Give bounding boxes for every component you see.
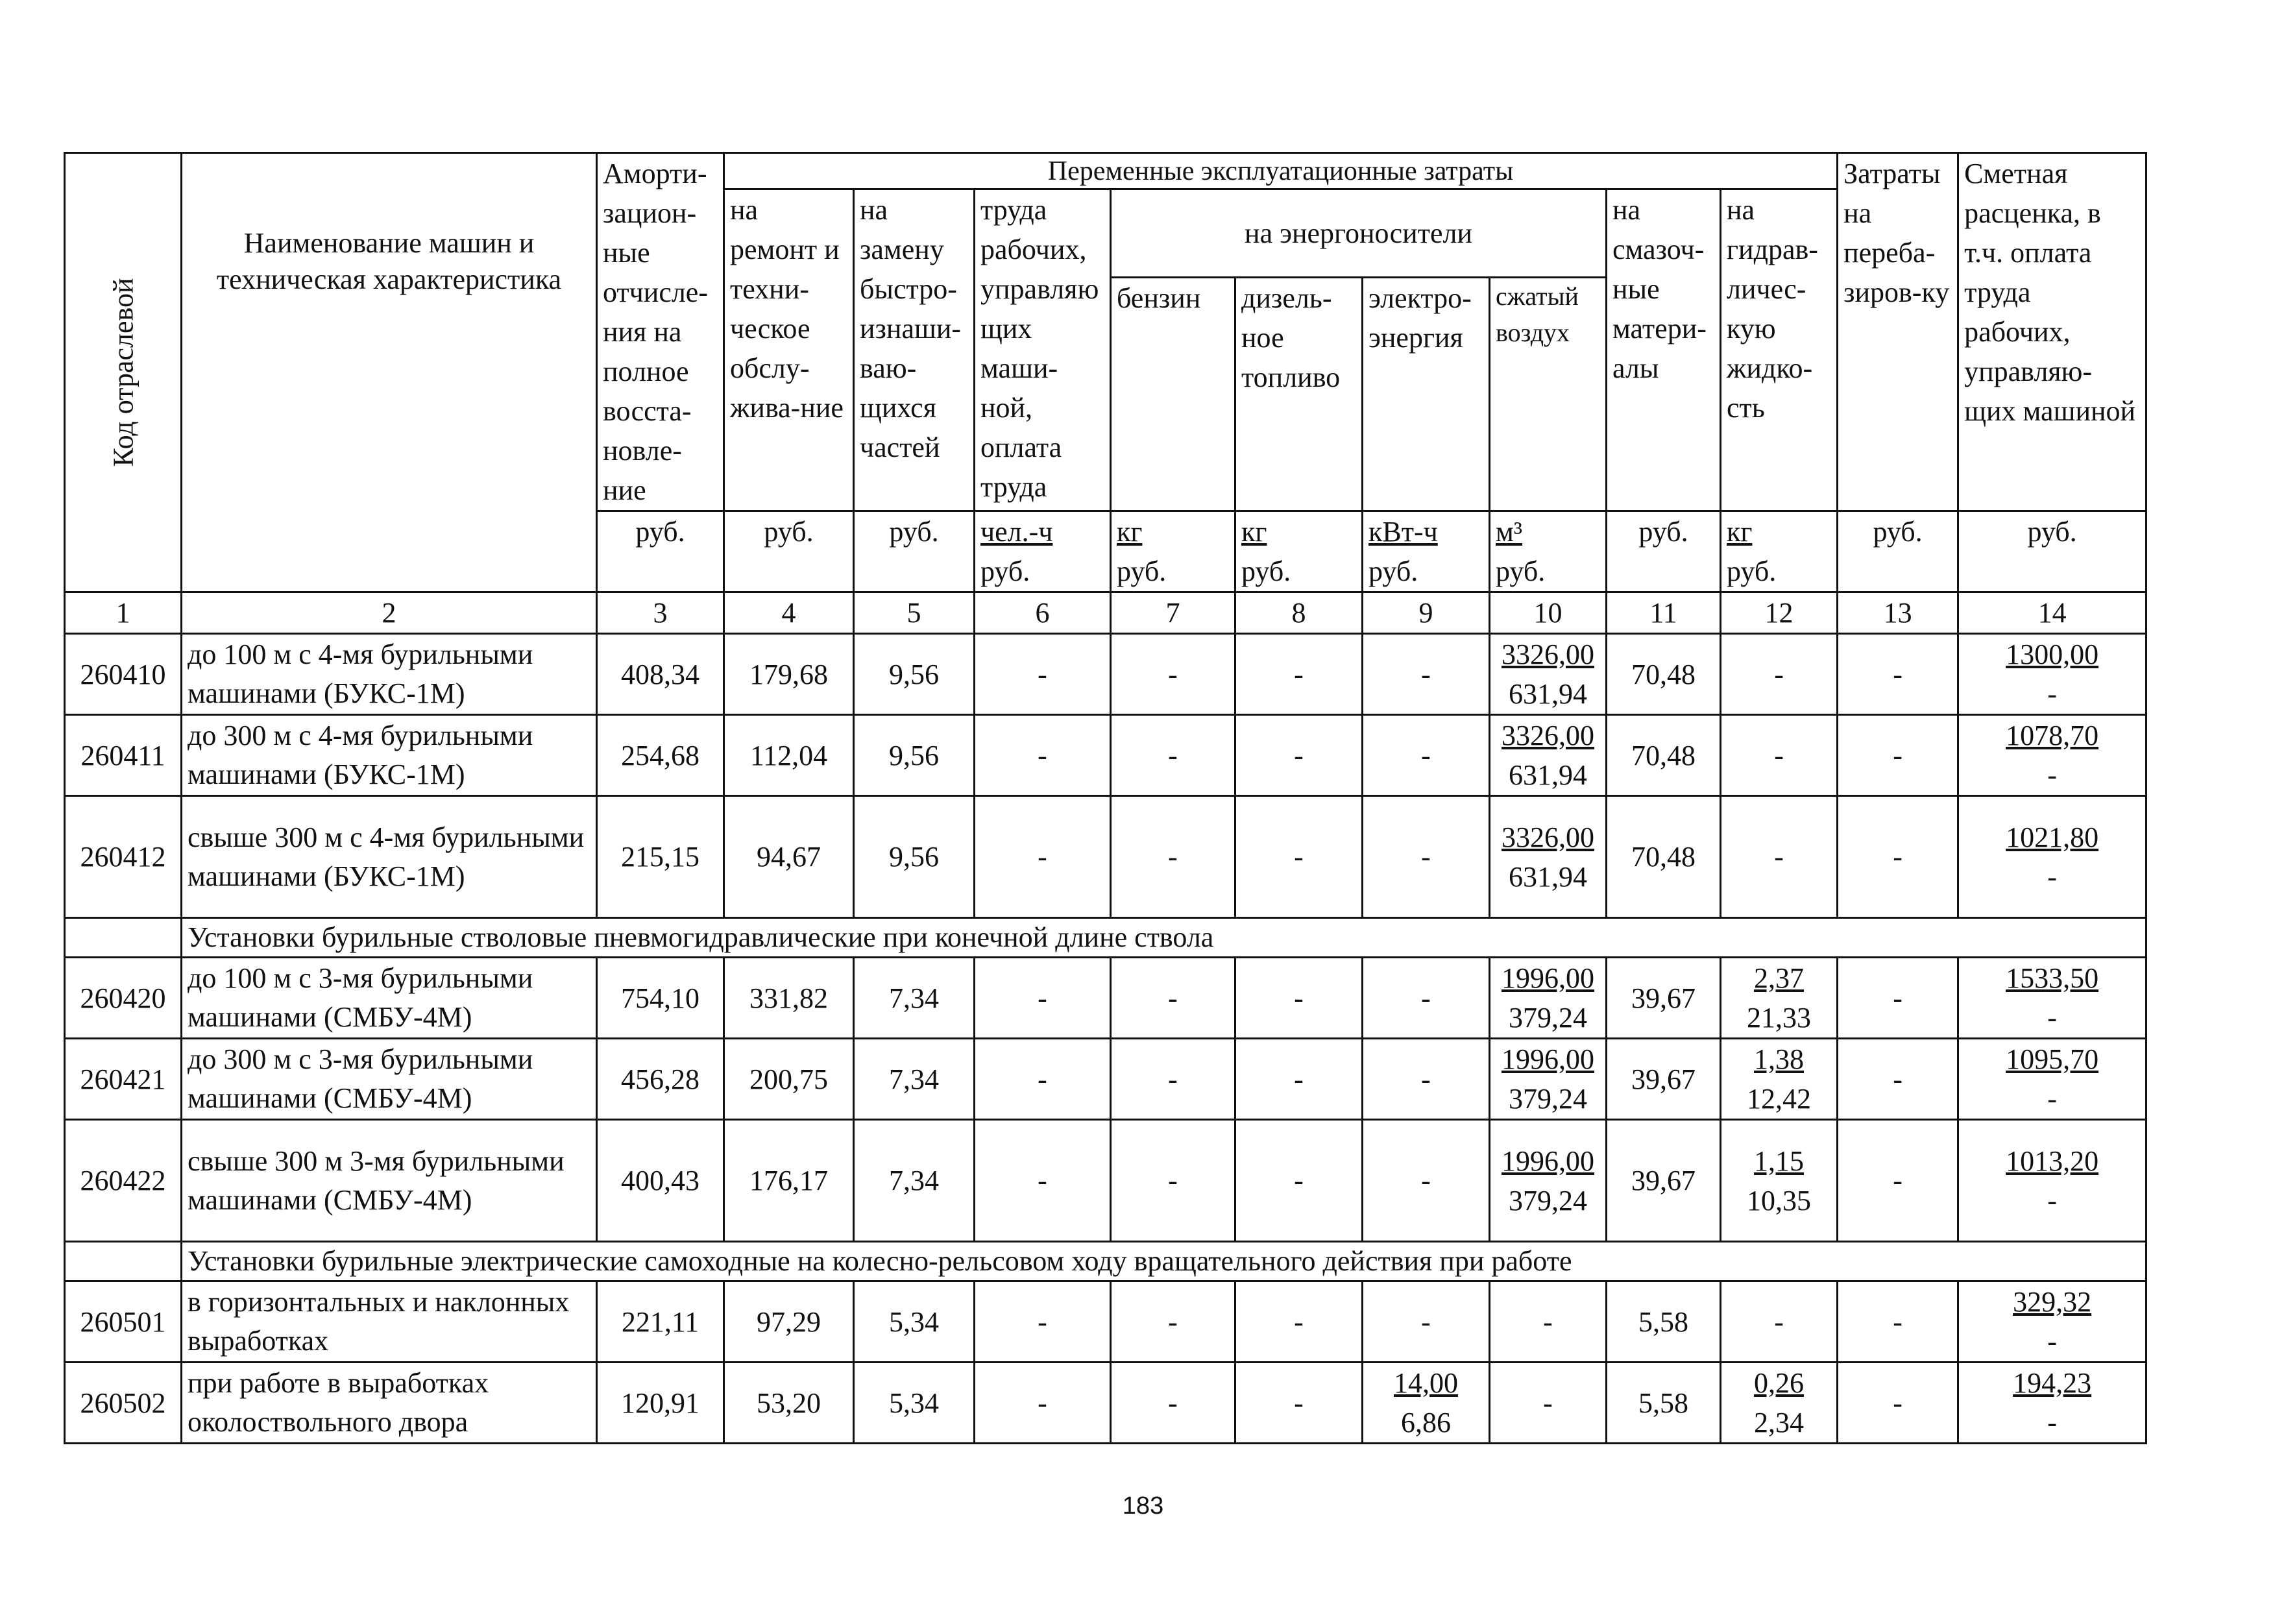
column-number: 7 (1111, 592, 1235, 634)
table-row (65, 1281, 2146, 1363)
column-number: 5 (854, 592, 975, 634)
cell-c6: - (975, 1281, 1111, 1363)
section-blank (65, 1242, 182, 1281)
cell-c4: 53,20 (724, 1363, 854, 1444)
row-name: свыше 300 м с 4-мя бурильными машинами (БУКС-1М) (182, 796, 597, 918)
row-name: свыше 300 м 3-мя бурильными машинами (СМБУ-4М) (182, 1120, 597, 1242)
cell-c13: - (1838, 1120, 1958, 1242)
cell-c12: $\frac{0,26}{2,34}$ (1721, 1363, 1838, 1444)
cell-c8: - (1235, 1363, 1363, 1444)
cell-c8: - (1235, 1281, 1363, 1363)
section-title: Установки бурильные электрические самоходные на колесно-рельсовом ходу вращательного действия при работе (182, 1242, 2146, 1281)
cell-c8: - (1235, 958, 1363, 1039)
cell-c13: - (1838, 796, 1958, 918)
cell-c3: 456,28 (597, 1039, 724, 1120)
cell-c9: - (1363, 634, 1490, 715)
cell-c7: - (1111, 634, 1235, 715)
cell-c8: - (1235, 1039, 1363, 1120)
cell-c14: 1533,50 - (1958, 958, 2146, 1039)
section-blank (65, 918, 182, 958)
unit-air: м³ руб. (1490, 511, 1607, 592)
column-number: 1 (65, 592, 182, 634)
cell-c9: - (1363, 1281, 1490, 1363)
cell-c6: - (975, 958, 1111, 1039)
column-number: 3 (597, 592, 724, 634)
cell-c7: - (1111, 958, 1235, 1039)
cell-c11: 5,58 (1607, 1281, 1721, 1363)
cell-c4: 94,67 (724, 796, 854, 918)
cell-c5: 5,34 (854, 1281, 975, 1363)
cell-c10: $\frac{3326,00}{631,94}$ (1490, 634, 1607, 715)
column-number: 12 (1721, 592, 1838, 634)
cell-c13: - (1838, 958, 1958, 1039)
header-electric: электро-энергия (1363, 277, 1490, 511)
unit-repair: руб. (724, 511, 854, 592)
cell-c11: 70,48 (1607, 634, 1721, 715)
cell-c4: 176,17 (724, 1120, 854, 1242)
cell-c5: 7,34 (854, 958, 975, 1039)
column-number-row (65, 592, 2146, 634)
cell-c14: 1021,80 - (1958, 796, 2146, 918)
header-labor: труда рабочих, управляю щих маши-ной, оплата труда (975, 189, 1111, 511)
section-row (65, 918, 2146, 958)
cell-c6: - (975, 634, 1111, 715)
row-name: в горизонтальных и наклонных выработках (182, 1281, 597, 1363)
cell-c4: 331,82 (724, 958, 854, 1039)
cell-c9: - (1363, 958, 1490, 1039)
cell-c3: 120,91 (597, 1363, 724, 1444)
machine-cost-table (64, 152, 2147, 1444)
cell-c11: 39,67 (1607, 1039, 1721, 1120)
header-petrol: бензин (1111, 277, 1235, 511)
table-row (65, 796, 2146, 918)
table-row (65, 1363, 2146, 1444)
unit-electric: кВт-ч руб. (1363, 511, 1490, 592)
table-row (65, 634, 2146, 715)
cell-c14: 1095,70 - (1958, 1039, 2146, 1120)
table-row (65, 1039, 2146, 1120)
cell-c4: 97,29 (724, 1281, 854, 1363)
cell-c7: - (1111, 715, 1235, 796)
cell-c9: - (1363, 715, 1490, 796)
header-diesel: дизель-ное топливо (1235, 277, 1363, 511)
cell-c13: - (1838, 1281, 1958, 1363)
cell-c3: 408,34 (597, 634, 724, 715)
unit-petrol: кг руб. (1111, 511, 1235, 592)
cell-c5: 7,34 (854, 1039, 975, 1120)
header-energy: на энергоносители (1111, 189, 1607, 278)
cell-c13: - (1838, 634, 1958, 715)
cell-c7: - (1111, 1363, 1235, 1444)
cell-c11: 70,48 (1607, 796, 1721, 918)
cell-c3: 400,43 (597, 1120, 724, 1242)
table-row (65, 1120, 2146, 1242)
cell-c14: 194,23 - (1958, 1363, 2146, 1444)
cell-c5: 7,34 (854, 1120, 975, 1242)
column-number: 11 (1607, 592, 1721, 634)
cell-c5: 5,34 (854, 1363, 975, 1444)
unit-amort: руб. (597, 511, 724, 592)
unit-transfer: руб. (1838, 511, 1958, 592)
row-name: до 300 м с 3-мя бурильными машинами (СМБУ-4М) (182, 1039, 597, 1120)
cell-c13: - (1838, 1363, 1958, 1444)
cell-c6: - (975, 1120, 1111, 1242)
row-name: при работе в выработках околоствольного двора (182, 1363, 597, 1444)
cell-c11: 70,48 (1607, 715, 1721, 796)
unit-replace: руб. (854, 511, 975, 592)
column-number: 10 (1490, 592, 1607, 634)
cell-c5: 9,56 (854, 634, 975, 715)
header-air: сжатый воздух (1490, 277, 1607, 511)
cell-c10: - (1490, 1363, 1607, 1444)
header-code: Код отраслевой (65, 153, 182, 592)
column-number: 4 (724, 592, 854, 634)
row-code: 260502 (65, 1363, 182, 1444)
cell-c11: 39,67 (1607, 1120, 1721, 1242)
cell-c5: 9,56 (854, 796, 975, 918)
header-repair: на ремонт и техни-ческое обслу-жива-ние (724, 189, 854, 511)
cell-c10: $\frac{3326,00}{631,94}$ (1490, 715, 1607, 796)
cell-c14: 1078,70 - (1958, 715, 2146, 796)
cell-c7: - (1111, 1120, 1235, 1242)
row-code: 260501 (65, 1281, 182, 1363)
cell-c3: 215,15 (597, 796, 724, 918)
cell-c12: - (1721, 634, 1838, 715)
table-row (65, 715, 2146, 796)
cell-c8: - (1235, 715, 1363, 796)
column-number: 6 (975, 592, 1111, 634)
cell-c7: - (1111, 1281, 1235, 1363)
header-amortization: Аморти-зацион-ные отчисле-ния на полное восста-новле-ние (597, 153, 724, 511)
cell-c8: - (1235, 796, 1363, 918)
cell-c9: - (1363, 1039, 1490, 1120)
column-number: 9 (1363, 592, 1490, 634)
cell-c11: 39,67 (1607, 958, 1721, 1039)
cell-c4: 179,68 (724, 634, 854, 715)
cell-c3: 754,10 (597, 958, 724, 1039)
unit-hydraulic: кг руб. (1721, 511, 1838, 592)
section-row (65, 1242, 2146, 1281)
cell-c7: - (1111, 1039, 1235, 1120)
cell-c12: - (1721, 1281, 1838, 1363)
cell-c6: - (975, 715, 1111, 796)
cell-c14: 1300,00 - (1958, 634, 2146, 715)
cell-c6: - (975, 796, 1111, 918)
cell-c8: - (1235, 634, 1363, 715)
row-name: до 100 м с 3-мя бурильными машинами (СМБУ-4М) (182, 958, 597, 1039)
row-code: 260410 (65, 634, 182, 715)
header-replace: на замену быстро-изнаши-ваю-щихся частей (854, 189, 975, 511)
cell-c14: 1013,20 - (1958, 1120, 2146, 1242)
cell-c12: - (1721, 715, 1838, 796)
header-estimate: Сметная расценка, в т.ч. оплата труда рабочих, управляю-щих машиной (1958, 153, 2146, 511)
table-row (65, 958, 2146, 1039)
page-number: 183 (1122, 1492, 1164, 1520)
cell-c4: 112,04 (724, 715, 854, 796)
cell-c13: - (1838, 715, 1958, 796)
cell-c12: $\frac{2,37}{21,33}$ (1721, 958, 1838, 1039)
cell-c5: 9,56 (854, 715, 975, 796)
cell-c12: $\frac{1,15}{10,35}$ (1721, 1120, 1838, 1242)
cell-c13: - (1838, 1039, 1958, 1120)
cell-c12: $\frac{1,38}{12,42}$ (1721, 1039, 1838, 1120)
unit-lubricant: руб. (1607, 511, 1721, 592)
row-code: 260412 (65, 796, 182, 918)
price-table-sheet (64, 152, 2145, 1444)
cell-c9: - (1363, 1120, 1490, 1242)
cell-c10: $\frac{3326,00}{631,94}$ (1490, 796, 1607, 918)
header-lubricant: на смазоч-ные матери-алы (1607, 189, 1721, 511)
unit-diesel: кг руб. (1235, 511, 1363, 592)
section-title: Установки бурильные стволовые пневмогидравлические при конечной длине ствола (182, 918, 2146, 958)
cell-c6: - (975, 1363, 1111, 1444)
row-code: 260422 (65, 1120, 182, 1242)
column-number: 2 (182, 592, 597, 634)
row-name: до 100 м с 4-мя бурильными машинами (БУКС-1М) (182, 634, 597, 715)
cell-c10: $\frac{1996,00}{379,24}$ (1490, 1120, 1607, 1242)
row-code: 260411 (65, 715, 182, 796)
cell-c3: 254,68 (597, 715, 724, 796)
column-number: 13 (1838, 592, 1958, 634)
header-hydraulic: на гидрав-личес-кую жидко-сть (1721, 189, 1838, 511)
column-number: 8 (1235, 592, 1363, 634)
header-name: Наименование машин и техническая характеристика (182, 153, 597, 592)
row-code: 260421 (65, 1039, 182, 1120)
unit-estimate: руб. (1958, 511, 2146, 592)
header-transfer: Затраты на переба-зиров-ку (1838, 153, 1958, 511)
cell-c3: 221,11 (597, 1281, 724, 1363)
cell-c7: - (1111, 796, 1235, 918)
cell-c9: - (1363, 796, 1490, 918)
cell-c12: - (1721, 796, 1838, 918)
cell-c8: - (1235, 1120, 1363, 1242)
cell-c9: $\frac{14,00}{6,86}$ (1363, 1363, 1490, 1444)
header-variable-costs: Переменные эксплуатационные затраты (724, 153, 1838, 189)
cell-c4: 200,75 (724, 1039, 854, 1120)
unit-labor: чел.-ч руб. (975, 511, 1111, 592)
row-code: 260420 (65, 958, 182, 1039)
cell-c6: - (975, 1039, 1111, 1120)
column-number: 14 (1958, 592, 2146, 634)
cell-c10: - (1490, 1281, 1607, 1363)
cell-c10: $\frac{1996,00}{379,24}$ (1490, 958, 1607, 1039)
cell-c10: $\frac{1996,00}{379,24}$ (1490, 1039, 1607, 1120)
cell-c11: 5,58 (1607, 1363, 1721, 1444)
row-name: до 300 м с 4-мя бурильными машинами (БУКС-1М) (182, 715, 597, 796)
cell-c14: 329,32 - (1958, 1281, 2146, 1363)
